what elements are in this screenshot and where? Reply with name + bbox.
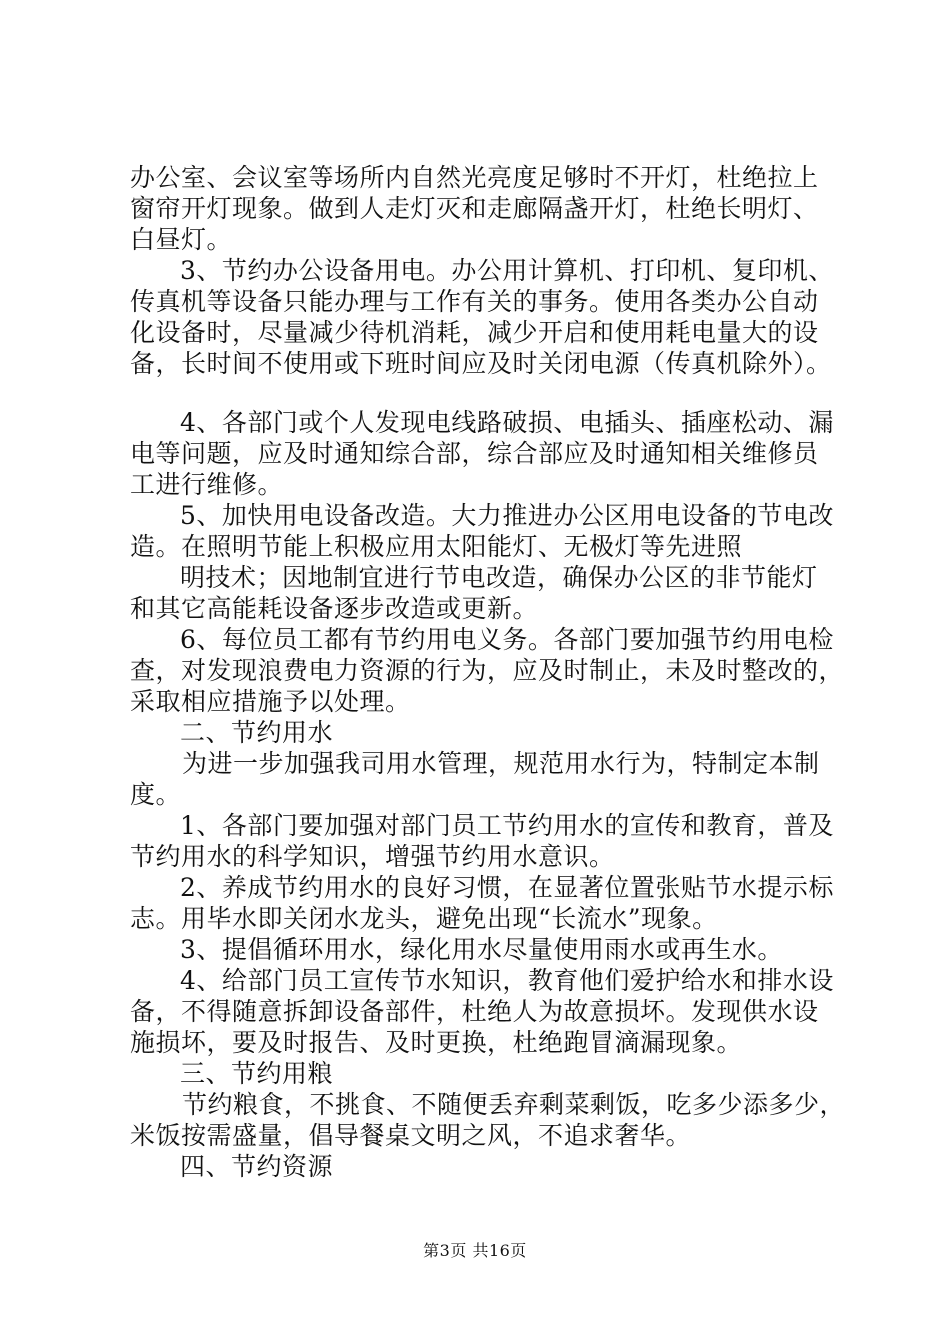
paragraph-start-line: 1、各部门要加强对部门员工节约用水的宣传和教育，普及 (180, 811, 834, 840)
text-line: 备，不得随意拆卸设备部件，杜绝人为故意损坏。发现供水设 (130, 997, 819, 1026)
page-number-footer: 第3页 共16页 (423, 1241, 527, 1260)
paragraph-start-line: 5、加快用电设备改造。大力推进办公区用电设备的节电改 (180, 501, 834, 530)
text-line: 施损坏，要及时报告、及时更换，杜绝跑冒滴漏现象。 (130, 1028, 743, 1057)
text-line: 工进行维修。 (130, 470, 284, 499)
paragraph-start-line: 3、节约办公设备用电。办公用计算机、打印机、复印机、 (180, 256, 834, 285)
text-line: 志。用毕水即关闭水龙头，避免出现“长流水”现象。 (130, 904, 718, 933)
paragraph-start-line: 2、养成节约用水的良好习惯，在显著位置张贴节水提示标 (180, 873, 834, 902)
section-heading: 二、节约用水 (180, 718, 334, 747)
text-line: 传真机等设备只能办理与工作有关的事务。使用各类办公自动 (130, 287, 819, 316)
text-line: 备，长时间不使用或下班时间应及时关闭电源（传真机除外）。 (130, 349, 832, 378)
text-line: 节约用水的科学知识，增强节约用水意识。 (130, 842, 615, 871)
text-line: 化设备时，尽量减少待机消耗，减少开启和使用耗电量大的设 (130, 318, 819, 347)
text-line: 度。 (130, 780, 182, 809)
text-line: 造。在照明节能上积极应用太阳能灯、无极灯等先进照 (130, 532, 743, 561)
paragraph-start-line: 为进一步加强我司用水管理，规范用水行为，特制定本制 (182, 749, 820, 778)
paragraph-start-line: 6、每位员工都有节约用电义务。各部门要加强节约用电检 (180, 625, 834, 654)
text-line: 米饭按需盛量，倡导餐桌文明之风，不追求奢华。 (130, 1121, 692, 1150)
text-line: 明技术；因地制宜进行节电改造，确保办公区的非节能灯 (180, 563, 818, 592)
text-line: 和其它高能耗设备逐步改造或更新。 (130, 594, 539, 623)
text-line: 窗帘开灯现象。做到人走灯灭和走廊隔盏开灯，杜绝长明灯、 (130, 194, 819, 223)
section-heading: 四、节约资源 (180, 1152, 334, 1181)
document-body (130, 162, 850, 1182)
text-line: 查，对发现浪费电力资源的行为，应及时制止，未及时整改的， (130, 656, 845, 685)
paragraph-start-line: 4、给部门员工宣传节水知识，教育他们爱护给水和排水设 (180, 966, 834, 995)
text-line: 电等问题，应及时通知综合部，综合部应及时通知相关维修员 (130, 439, 819, 468)
paragraph-start-line: 3、提倡循环用水，绿化用水尽量使用雨水或再生水。 (180, 935, 783, 964)
text-line: 办公室、会议室等场所内自然光亮度足够时不开灯，杜绝拉上 (130, 163, 819, 192)
paragraph-start-line: 节约粮食，不挑食、不随便丢弃剩菜剩饭，吃多少添多少， (182, 1090, 846, 1119)
paragraph-gap (130, 379, 850, 407)
text-line: 采取相应措施予以处理。 (130, 687, 411, 716)
text-line: 白昼灯。 (130, 225, 233, 254)
paragraph-start-line: 4、各部门或个人发现电线路破损、电插头、插座松动、漏 (180, 408, 834, 437)
section-heading: 三、节约用粮 (180, 1059, 334, 1088)
